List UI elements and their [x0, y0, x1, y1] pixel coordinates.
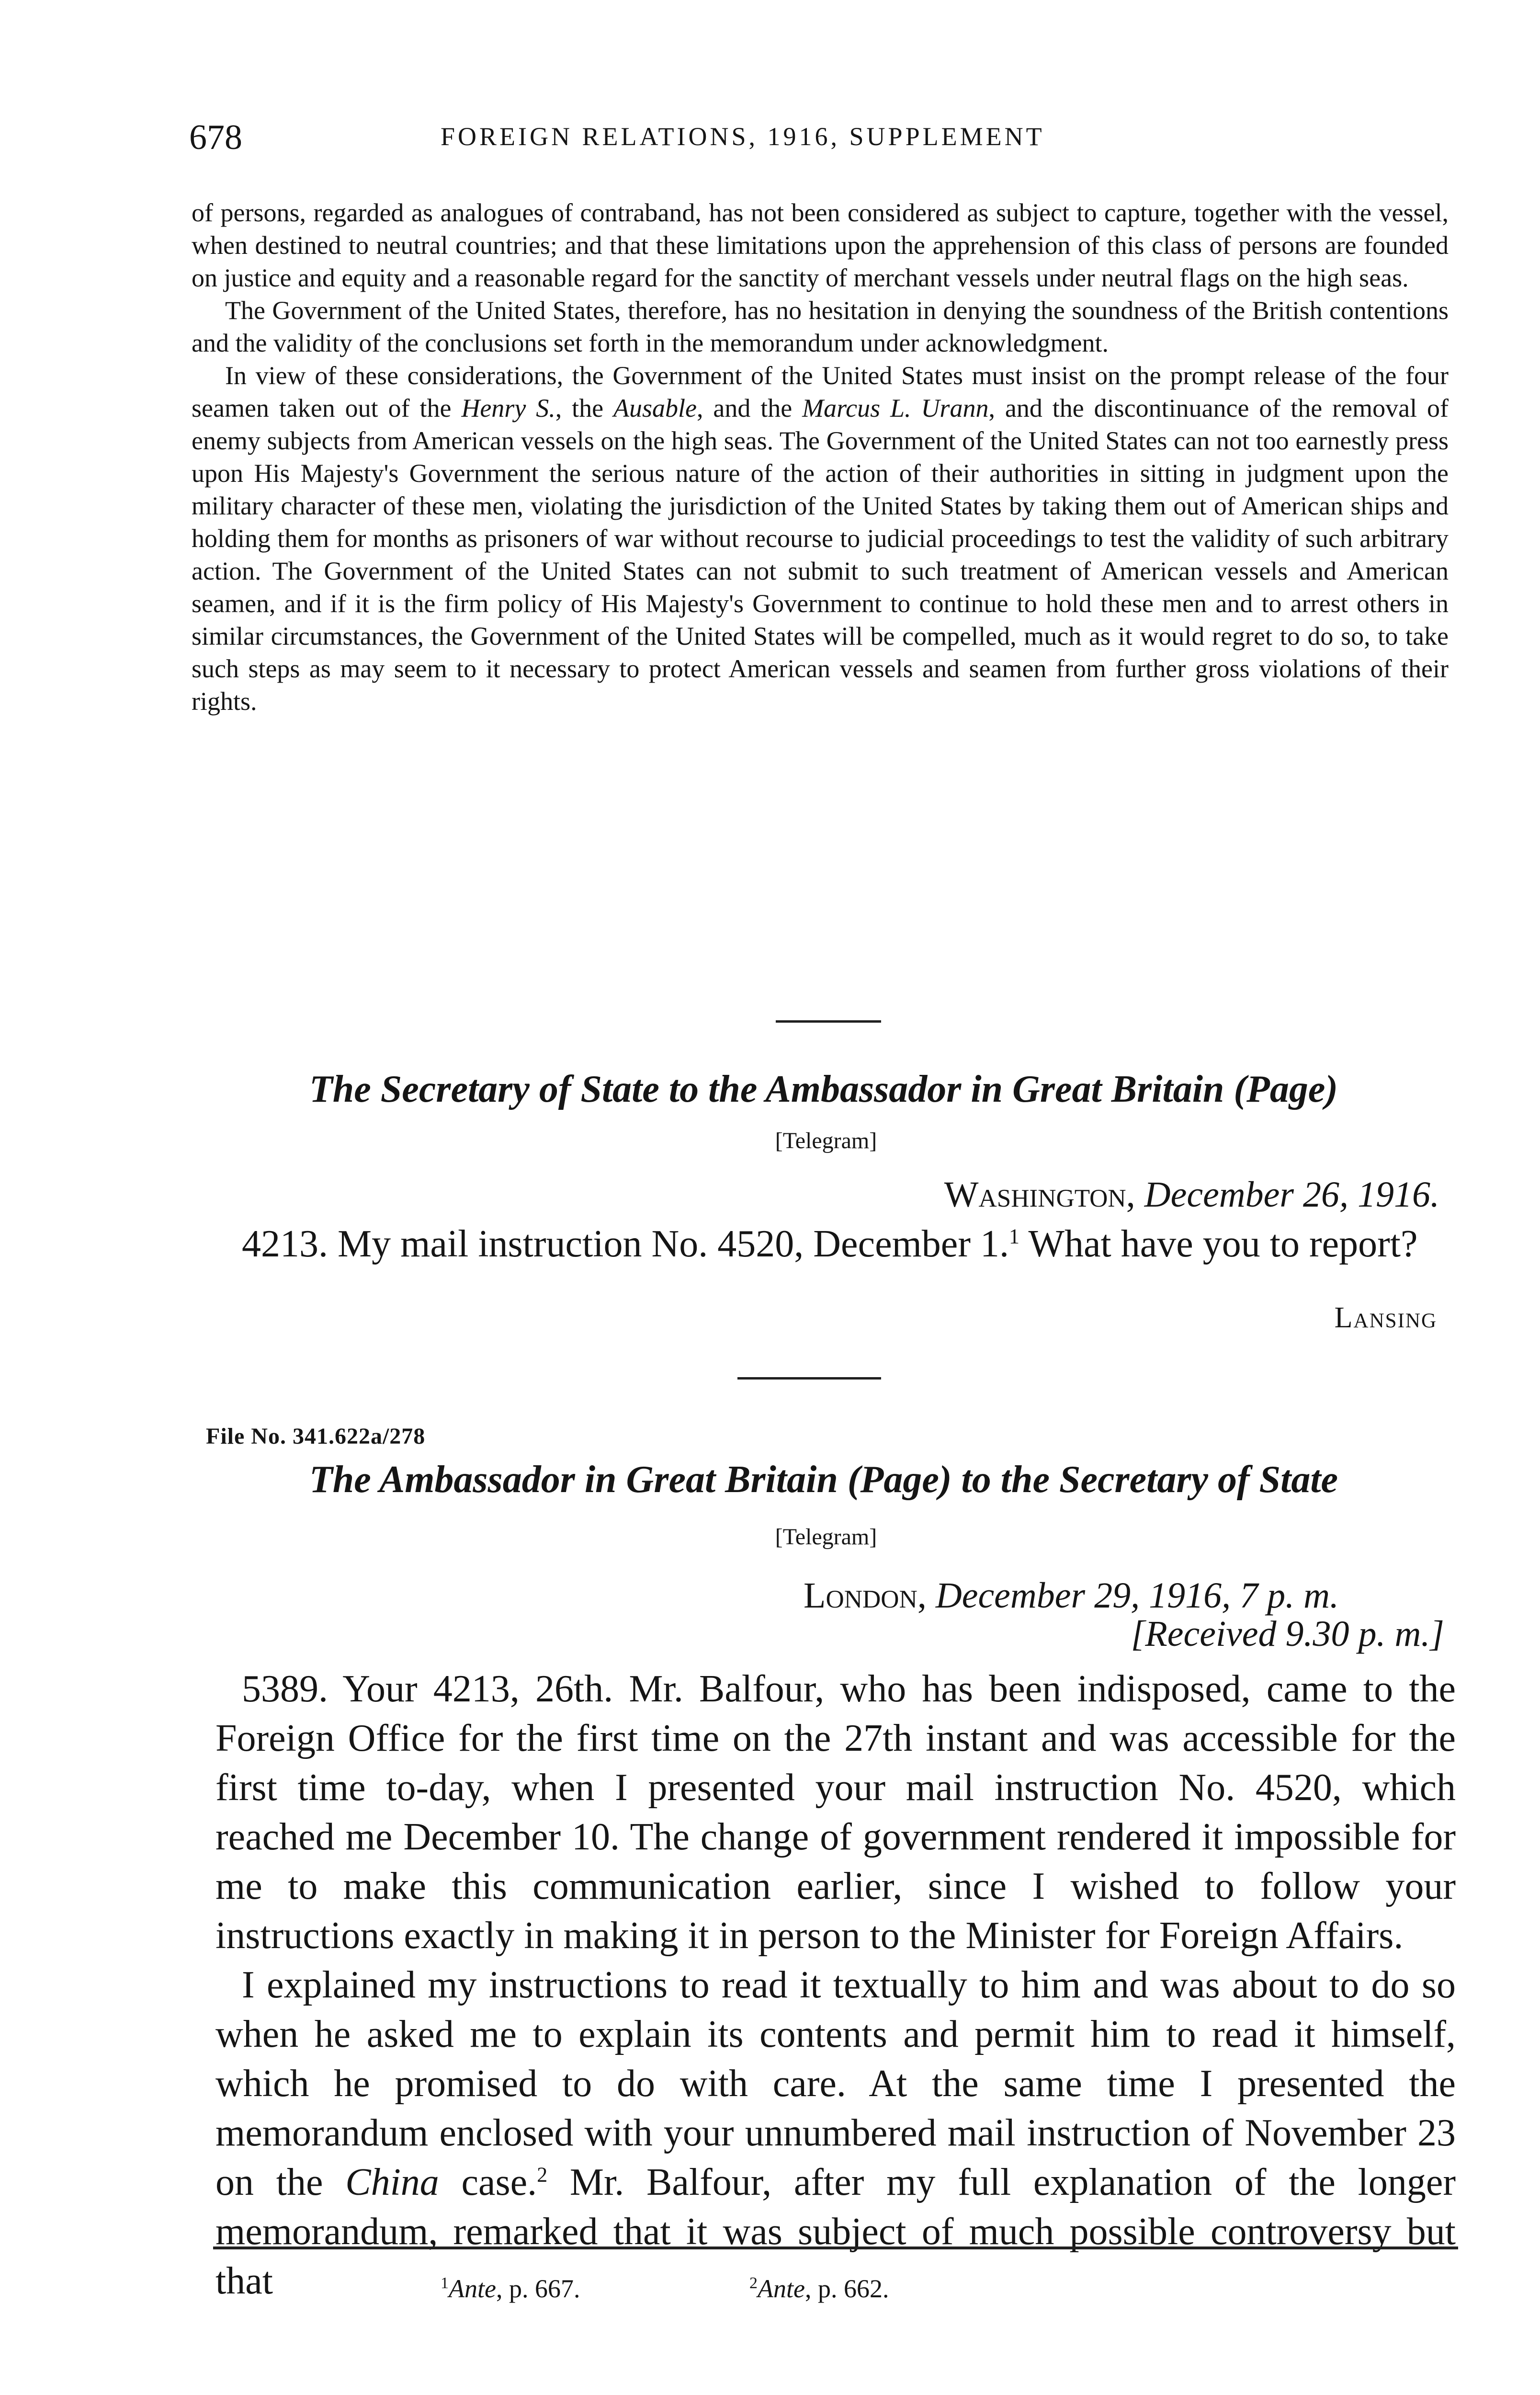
footnote-reference: 1 — [1008, 1224, 1019, 1248]
section-divider — [776, 1020, 881, 1023]
date: December 29, 1916, 7 p. m. — [935, 1575, 1339, 1616]
page-header — [189, 120, 1458, 168]
dateline — [944, 1175, 1439, 1215]
vessel-name: Henry S. — [461, 394, 555, 422]
dateline — [804, 1576, 1339, 1616]
file-number: File No. 341.622a/278 — [206, 1424, 426, 1449]
signature: Lansing — [1334, 1301, 1437, 1334]
vessel-name: Marcus L. Urann — [802, 394, 989, 422]
paragraph-text: case. — [439, 2161, 537, 2203]
message-paragraph: 5389. Your 4213, 26th. Mr. Balfour, who has been indisposed, came to the Foreign Office for the first time on the 27th instant and was accessible for the first time to-day, when I presented your mail instruction No. 4520, which reached me December 10. The change of government rendered it impossible for me to make this communication earlier, since I wished to follow your instructions exactly in making it in person to the Minister for Foreign Affairs. — [215, 1668, 1456, 1957]
page-number: 678 — [189, 118, 242, 157]
footnote-page: , p. 662. — [804, 2274, 889, 2303]
telegram-paragraph — [215, 1221, 1451, 1267]
footnote-marker: 1 — [441, 2274, 449, 2292]
footnote-marker: 2 — [749, 2274, 758, 2292]
footnote-page: , p. 667. — [496, 2274, 580, 2303]
document-title: The Secretary of State to the Ambassador in Great Britain (Page) — [309, 1068, 1338, 1110]
paragraph-text: , and the — [696, 394, 793, 422]
paragraph: of persons, regarded as analogues of contraband, has not been considered as subject to capture, together with the vessel, when destined to neutral countries; and that these limitations upon the apprehension of this class of persons are founded on justice and equity and a reasonable regard for the sanctity of merchant vessels under neutral flags on the high seas. — [192, 198, 1449, 292]
telegram-body — [215, 1221, 1451, 1267]
telegram-label: [Telegram] — [775, 1524, 877, 1550]
document-title: The Ambassador in Great Britain (Page) to the Secretary of State — [309, 1459, 1338, 1501]
paragraph-text: , the — [555, 394, 604, 422]
ship-name: China — [345, 2161, 439, 2203]
paragraph-text: 4213. My mail instruction No. 4520, December 1. — [242, 1223, 1009, 1265]
footnote-reference: 2 — [537, 2163, 548, 2187]
paragraph-text: , and the discontinuance of the removal of enemy subjects from American vessels on the high seas. The Government of the United States can not too earnestly press upon His Majesty's Government the serious nature of the action of their authorities in sitting in judgment upon the military character of these men, violating the jurisdiction of the United States by taking them out of American ships and holding them for months as prisoners of war without recourse to judicial proceedings to test the validity of such arbitrary action. The Government of the United States can not submit to such treatment of American vessels and American seamen, and if it is the firm policy of His Majesty's Government to continue to hold these men and to arrest others in similar circumstances, the Government of the United States will be compelled, much as it would regret to do so, to take such steps as may seem to it necessary to protect American vessels and seamen from further gross violations of their rights. — [192, 394, 1449, 716]
section-divider — [737, 1377, 881, 1380]
place: London, — [804, 1575, 927, 1616]
paragraph-text: In view of these considerations, the Government of the United States must insist on the prompt release of the four seamen taken out of the — [192, 361, 1449, 422]
paragraph-text: Mr. Balfour, after my full explanation of the longer memorandum, remarked that it was subject of much possible controversy but that — [215, 2161, 1456, 2302]
message-paragraph — [215, 1961, 1456, 2306]
vessel-name: Ausable — [613, 394, 697, 422]
ante-label: Ante — [757, 2274, 805, 2303]
footnotes — [441, 2275, 1446, 2302]
date: December 26, 1916. — [1144, 1175, 1439, 1215]
footnote — [749, 2275, 889, 2302]
ante-label: Ante — [449, 2274, 496, 2303]
place: Washington, — [944, 1175, 1135, 1215]
paragraph — [192, 359, 1449, 718]
footnote-divider — [213, 2247, 1458, 2249]
footnote — [441, 2275, 580, 2302]
continued-memorandum — [192, 196, 1449, 718]
telegram-label: [Telegram] — [775, 1128, 877, 1153]
ambassador-message — [215, 1665, 1456, 2306]
running-head: FOREIGN RELATIONS, 1916, SUPPLEMENT — [441, 122, 1045, 151]
paragraph-text: What have you to report? — [1019, 1223, 1418, 1265]
paragraph-text: I explained my instructions to read it textually to him and was about to do so when he asked me to explain its contents and permit him to read it himself, which he promised to do with care. At the same time I presented the memorandum enclosed with your unnumbered mail instruction of November 23 on the — [215, 1964, 1456, 2203]
received-time: [Received 9.30 p. m.] — [1131, 1614, 1444, 1654]
paragraph: The Government of the United States, therefore, has no hesitation in denying the soundness of the British contentions and the validity of the conclusions set forth in the memorandum under acknowledgment. — [192, 296, 1449, 357]
